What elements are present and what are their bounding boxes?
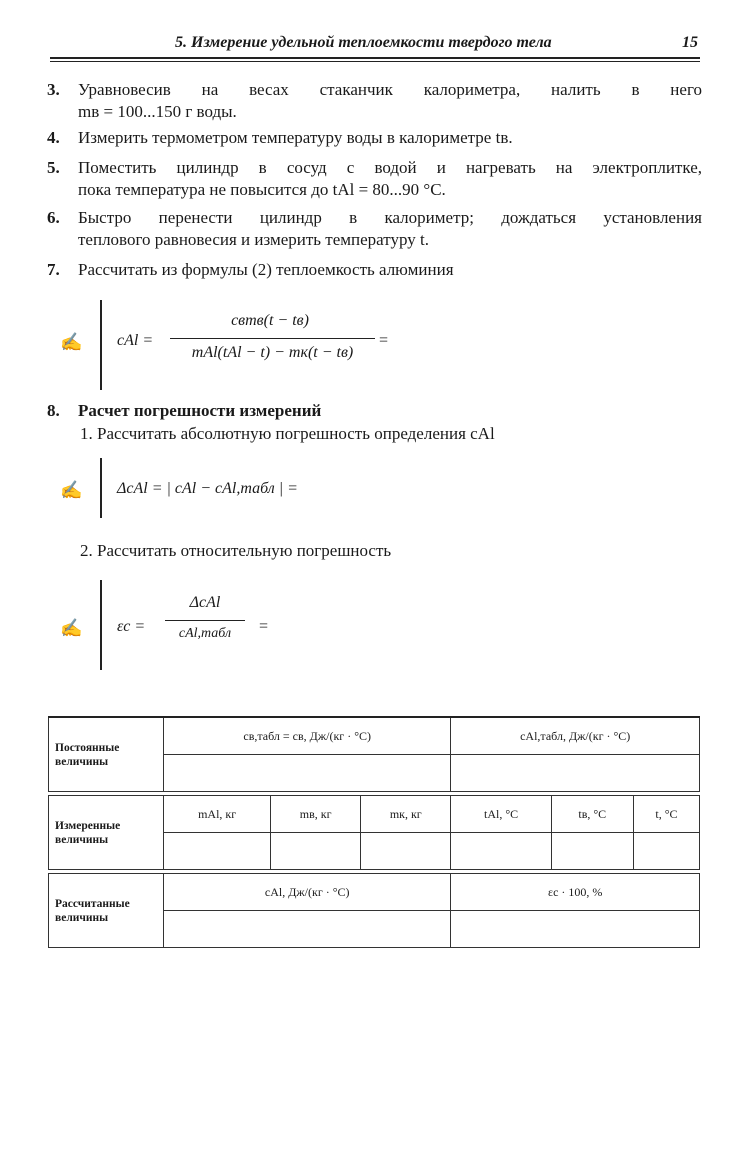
formula-bar xyxy=(100,458,102,518)
value-cell[interactable] xyxy=(164,755,451,792)
step-7 xyxy=(47,259,702,281)
formula-absolute-error xyxy=(60,458,460,518)
formula-denominator: mAl(tAl − t) − mк(t − tв) xyxy=(191,344,354,361)
step-number: 4. xyxy=(47,128,60,147)
step-6 xyxy=(47,207,702,251)
row-label-measured: Измеренные величины xyxy=(49,796,164,870)
header-cv-table: cв,табл = cв, Дж/(кг · °C) xyxy=(164,717,451,755)
step-text: Измерить термометром температуру воды в калориметре tв. xyxy=(78,128,513,147)
formula-numerator: ΔcAl xyxy=(189,594,221,611)
step-text: Рассчитать из формулы (2) теплоемкость алюминия xyxy=(78,260,454,279)
header-m-v: mв, кг xyxy=(271,796,361,833)
page-number: 15 xyxy=(682,34,698,51)
value-cell[interactable] xyxy=(451,755,700,792)
value-cell[interactable] xyxy=(451,833,551,870)
fraction-line xyxy=(165,620,245,621)
step-3 xyxy=(47,79,702,123)
step-8 xyxy=(47,400,702,422)
step-number: 3. xyxy=(47,80,60,99)
header-rule-thin xyxy=(50,61,700,62)
row-label-constants: Постоянные величины xyxy=(49,717,164,792)
step-number: 7. xyxy=(47,260,60,279)
step-number: 6. xyxy=(47,208,60,227)
formula-rhs: = xyxy=(258,618,269,635)
measurement-table xyxy=(48,716,700,948)
header-t: t, °C xyxy=(633,796,699,833)
formula-denominator: cAl,табл xyxy=(178,626,232,641)
value-cell[interactable] xyxy=(361,833,451,870)
header-rule xyxy=(50,57,700,59)
value-cell[interactable] xyxy=(164,911,451,948)
step-text-cont: mв = 100...150 г воды. xyxy=(78,102,237,121)
page-header xyxy=(50,28,700,60)
row-label-calculated: Рассчитанные величины xyxy=(49,874,164,948)
formula-lhs: cAl = xyxy=(117,332,154,349)
value-cell[interactable] xyxy=(271,833,361,870)
running-title: 5. Измерение удельной теплоемкости твердого тела xyxy=(175,34,552,51)
header-c-al: cAl, Дж/(кг · °C) xyxy=(164,874,451,911)
step-4 xyxy=(47,127,702,149)
step-number: 5. xyxy=(47,158,60,177)
formula-bar xyxy=(100,580,102,670)
step-text: Поместить цилиндр в сосуд с водой и нагревать на электроплитке, xyxy=(78,158,702,177)
pen-writing-icon: ✍ xyxy=(60,618,83,638)
section-title: Расчет погрешности измерений xyxy=(78,401,322,420)
step-text: Быстро перенести цилиндр в калориметр; дождаться установления xyxy=(78,208,702,227)
formula-rhs: = xyxy=(378,332,389,349)
step-5 xyxy=(47,157,702,201)
pen-writing-icon: ✍ xyxy=(60,480,83,500)
pen-writing-icon: ✍ xyxy=(60,332,83,352)
header-m-k: mк, кг xyxy=(361,796,451,833)
formula-text: ΔcAl = | cAl − cAl,табл | = xyxy=(117,480,298,497)
header-cal-table: cAl,табл, Дж/(кг · °C) xyxy=(451,717,700,755)
value-cell[interactable] xyxy=(164,833,271,870)
value-cell[interactable] xyxy=(451,911,700,948)
formula-heat-capacity xyxy=(60,300,460,390)
step-text-cont: пока температура не повысится до tAl = 80...90 °C. xyxy=(78,180,446,199)
substep-2: 2. Рассчитать относительную погрешность xyxy=(80,541,392,560)
header-t-al: tAl, °C xyxy=(451,796,551,833)
substep-1: 1. Рассчитать абсолютную погрешность определения cAl xyxy=(80,424,495,443)
header-epsilon: εc · 100, % xyxy=(451,874,700,911)
fraction-line xyxy=(170,338,375,339)
formula-relative-error xyxy=(60,580,360,670)
formula-numerator: cвmв(t − tв) xyxy=(231,312,309,329)
value-cell[interactable] xyxy=(633,833,699,870)
step-text-cont: теплового равновесия и измерить температуру t. xyxy=(78,230,429,249)
header-m-al: mAl, кг xyxy=(164,796,271,833)
formula-bar xyxy=(100,300,102,390)
step-number: 8. xyxy=(47,401,60,420)
formula-lhs: εc = xyxy=(117,618,146,635)
header-t-v: tв, °C xyxy=(551,796,633,833)
value-cell[interactable] xyxy=(551,833,633,870)
step-text: Уравновесив на весах стаканчик калориметра, налить в него xyxy=(78,80,702,99)
